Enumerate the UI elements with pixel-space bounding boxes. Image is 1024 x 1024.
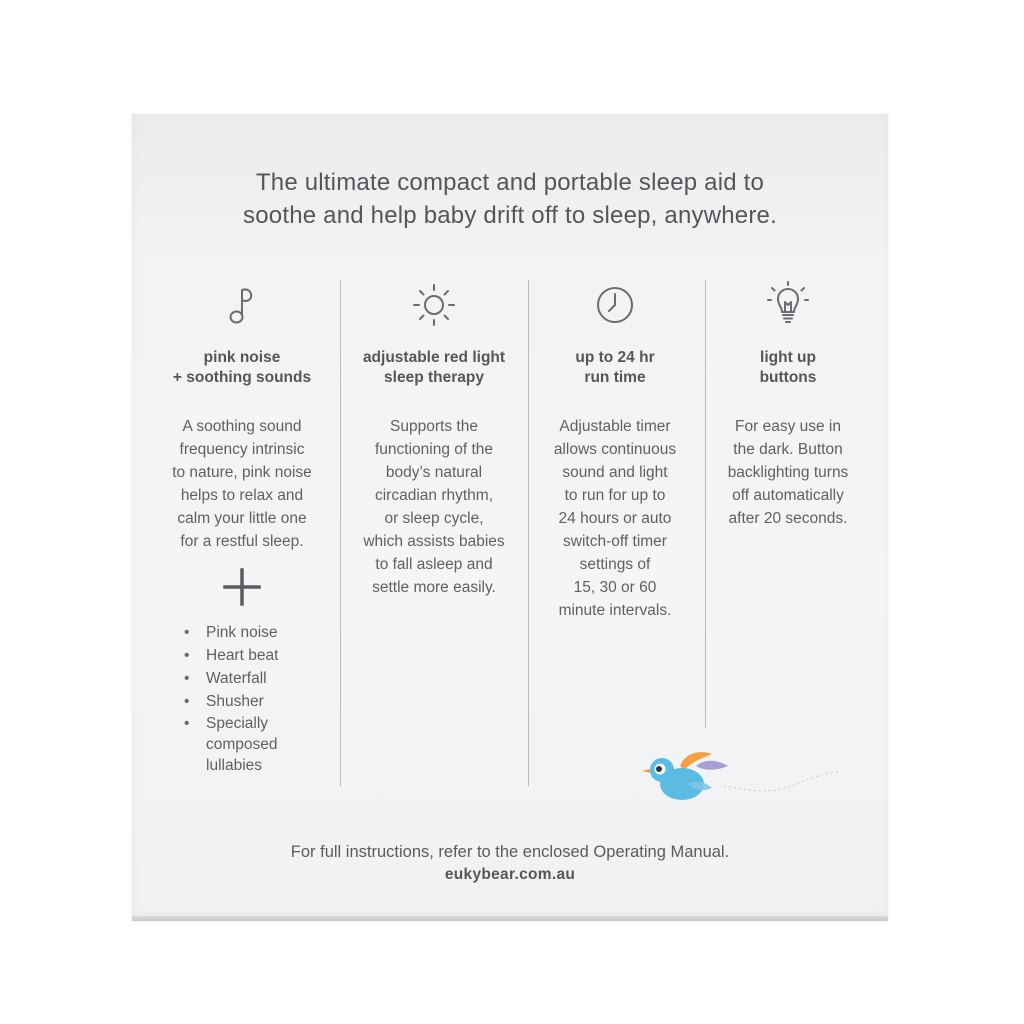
light-bulb-icon [763,280,813,330]
headline-line-2: soothe and help baby drift off to sleep, anywhere. [243,202,777,229]
feature-description: For easy use in the dark. Button backlighting turns off automatically after 20 seconds. [727,418,849,527]
column-divider [528,280,529,786]
feature-description: A soothing sound frequency intrinsic to nature, pink noise helps to relax and calm your little one for a restful sleep. [172,418,312,550]
footer [132,843,888,884]
feature-title: up to 24 hr run time [575,349,655,386]
sun-icon [409,280,459,330]
column-divider [705,280,706,728]
feature-light-up-buttons [708,280,868,530]
bird-illustration [640,744,840,804]
instructions-text: For full instructions, refer to the enclosed Operating Manual. [290,843,730,861]
list-item: • Shusher [184,690,330,713]
feature-red-light [342,280,526,599]
column-divider [340,280,341,786]
website-url: eukybear.com.au [444,866,576,883]
list-item: • Specially composed lullabies [184,713,296,776]
feature-description: Adjustable timer allows continuous sound and light to run for up to 24 hours or auto switch-off timer settings of 15, 30 or 60 minute intervals. [553,418,677,619]
product-box-back [132,114,888,921]
feature-title: pink noise + soothing sounds [172,349,312,386]
headline-line-1: The ultimate compact and portable sleep aid to [255,169,765,196]
sounds-list [184,621,330,776]
feature-run-time [530,280,700,622]
list-item: • Pink noise [184,621,330,644]
list-item: • Heart beat [184,644,330,667]
plus-icon [222,567,262,607]
music-note-icon [217,280,267,330]
list-item: • Waterfall [184,667,330,690]
feature-title: light up buttons [759,349,817,386]
headline [132,166,888,232]
feature-description: Supports the functioning of the body’s natural circadian rhythm, or sleep cycle, which assists babies to fall asleep and settle more easily. [363,418,505,596]
feature-title: adjustable red light sleep therapy [362,349,506,386]
feature-pink-noise [154,280,330,776]
clock-icon [590,280,640,330]
